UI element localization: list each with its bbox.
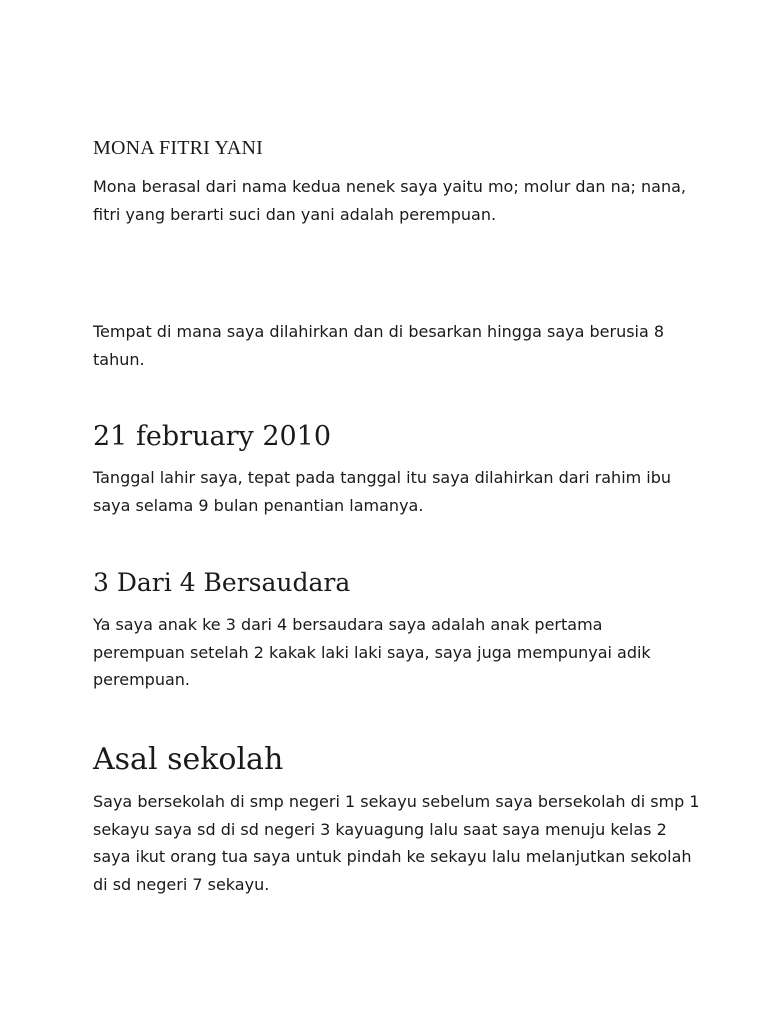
birthdate-paragraph: Tanggal lahir saya, tepat pada tanggal itu saya dilahirkan dari rahim ibu saya selama 9 bulan penantian lamanya.: [93, 468, 672, 515]
document-title: MONA FITRI YANI: [93, 137, 264, 159]
siblings-heading: 3 Dari 4 Bersaudara: [93, 568, 351, 597]
school-paragraph: Saya bersekolah di smp negeri 1 sekayu sebelum saya bersekolah di smp 1 sekayu saya sd di sd negeri 3 kayuagung lalu saat saya menuju kelas 2 saya ikut orang tua saya untuk pindah ke sekayu lalu melanjutkan sekolah di sd negeri 7 sekayu.: [93, 792, 700, 894]
birthplace-paragraph: Tempat di mana saya dilahirkan dan di besarkan hingga saya berusia 8 tahun.: [93, 322, 665, 369]
siblings-paragraph: Ya saya anak ke 3 dari 4 bersaudara saya adalah anak pertama perempuan setelah 2 kakak laki laki saya, saya juga mempunyai adik perempuan.: [93, 615, 651, 689]
name-meaning-paragraph: Mona berasal dari nama kedua nenek saya yaitu mo; molur dan na; nana, fitri yang berarti suci dan yani adalah perempuan.: [93, 177, 686, 224]
birthdate-heading: 21 february 2010: [93, 421, 332, 452]
school-heading: Asal sekolah: [93, 742, 284, 777]
